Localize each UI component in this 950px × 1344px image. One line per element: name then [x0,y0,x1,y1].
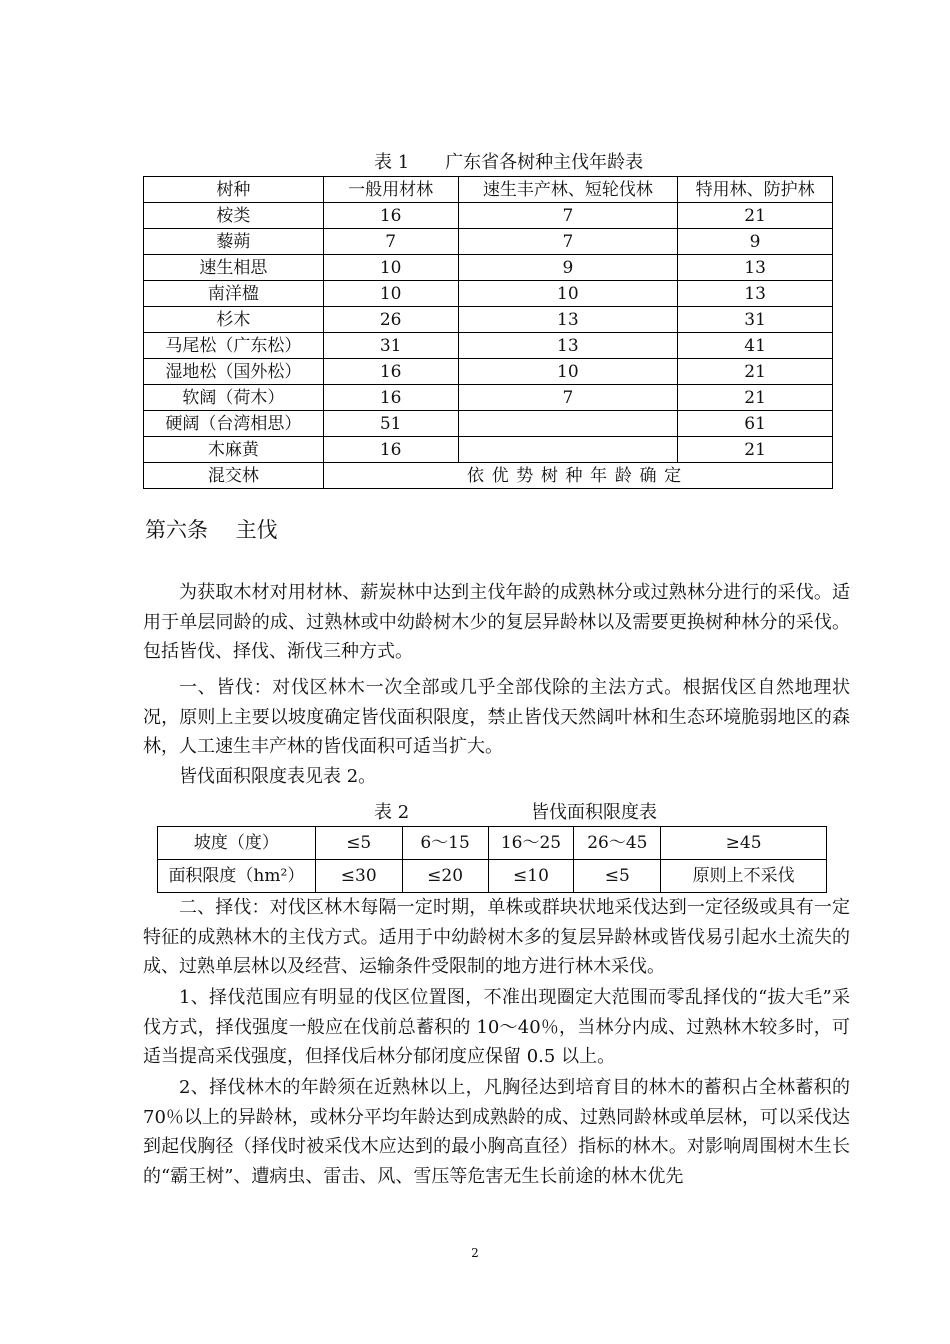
table-cell [458,437,678,463]
table-cell: 61 [678,411,833,437]
paragraph: 2、择伐林木的年龄须在近熟林以上，凡胸径达到培育目的林木的蓄积占全林蓄积的 70％以上的异龄林，或林分平均年龄达到成熟龄的成、过熟同龄林或单层林，可以采伐达到起伐胸径（择伐时被采伐木应达到的最小胸高直径）指标的林木。对影响周围树木生长的“霸王树”、遭病虫、雷击、风、雪压等危害无生长前途的林木优先 [143,1077,850,1187]
table-row [144,333,833,359]
table-cell: 51 [323,411,458,437]
table-cell: 7 [458,203,678,229]
paragraph: 一、皆伐：对伐区林木一次全部或几乎全部伐除的主法方式。根据伐区自然地理状况，原则上主要以坡度确定皆伐面积限度，禁止皆伐天然阔叶林和生态环境脆弱地区的森林，人工速生丰产林的皆伐面积可适当扩大。 [143,677,850,757]
table-row [144,359,833,385]
table-cell: 桉类 [144,203,324,229]
paragraph: 皆伐面积限度表见表 2。 [179,766,377,787]
table-row [144,437,833,463]
table-cell: 16 [323,203,458,229]
table-cell: 9 [678,229,833,255]
table-cell: 10 [323,281,458,307]
table-cell: 马尾松（广东松） [144,333,324,359]
table-cell: ≤5 [315,827,402,860]
table-cell: ≤30 [315,860,402,893]
table-cell-merged: 依优势树种年龄确定 [323,463,832,489]
table-cell: 软阔（荷木） [144,385,324,411]
table1-header-cell: 树种 [144,177,324,203]
paragraph: 二、择伐：对伐区林木每隔一定时期，单株或群块状地采伐达到一定径级或具有一定特征的成熟林木的主伐方式。适用于中幼龄树木多的复层异龄林或皆伐易引起水土流失的成、过熟单层林以及经营、运输条件受限制的地方进行林木采伐。 [143,897,850,977]
table2-caption-label: 表 2 [374,802,410,823]
table2-caption-title: 皆伐面积限度表 [531,802,657,823]
table-cell: 21 [678,359,833,385]
table-cell: 10 [323,255,458,281]
table-cell: 21 [678,385,833,411]
table-cell: 藜蒴 [144,229,324,255]
table-cell: 26～45 [574,827,661,860]
table-cell: 7 [458,385,678,411]
table1-header-row [144,177,833,203]
paragraph: 1、择伐范围应有明显的伐区位置图，不准出现圈定大范围而零乱择伐的“拔大毛”采伐方式，择伐强度一般应在伐前总蓄积的 10～40％，当林分内成、过熟林木较多时，可适当提高采伐强度，但择伐后林分郁闭度应保留 0.5 以上。 [143,987,850,1067]
table2 [157,826,827,893]
table-cell: 16 [323,437,458,463]
table-cell: ≤10 [488,860,574,893]
table-row [144,411,833,437]
table-cell: 10 [458,359,678,385]
section-title: 第六条 主伐 [145,518,278,542]
table-row-mixed [144,463,833,489]
table-cell: 13 [458,307,678,333]
table-row [144,203,833,229]
table1-caption: 表 1 广东省各树种主伐年龄表 [374,152,644,173]
table-row [144,307,833,333]
table-cell: 7 [323,229,458,255]
table-cell: 13 [678,281,833,307]
table-row [158,860,827,893]
table1-header-cell: 特用林、防护林 [678,177,833,203]
table-cell: ≥45 [661,827,827,860]
table-cell: 速生相思 [144,255,324,281]
table-cell: 6～15 [402,827,488,860]
table-cell: 31 [323,333,458,359]
table-cell: 31 [678,307,833,333]
table-cell: 16 [323,385,458,411]
table-cell: 21 [678,437,833,463]
table-cell: 杉木 [144,307,324,333]
table-cell: 木麻黄 [144,437,324,463]
table-cell: 13 [678,255,833,281]
table-cell: 16 [323,359,458,385]
paragraph: 为获取木材对用材林、薪炭林中达到主伐年龄的成熟林分或过熟林分进行的采伐。适用于单层同龄的成、过熟林或中幼龄树木少的复层异龄林以及需要更换树种林分的采伐。包括皆伐、择伐、渐伐三种方式。 [143,582,850,662]
table-cell [458,411,678,437]
table1 [143,176,833,489]
table-cell: ≤5 [574,860,661,893]
table-cell: 南洋楹 [144,281,324,307]
table-row [144,255,833,281]
table-cell: 面积限度（hm²） [158,860,316,893]
table-cell: 26 [323,307,458,333]
table-row [144,281,833,307]
table-cell: 7 [458,229,678,255]
table-row [144,229,833,255]
table-cell: 混交林 [144,463,324,489]
table-row [144,385,833,411]
table-cell: 硬阔（台湾相思） [144,411,324,437]
table-cell: 16～25 [488,827,574,860]
table-row [158,827,827,860]
table-cell: 9 [458,255,678,281]
table-cell: 13 [458,333,678,359]
page-number: 2 [471,1246,479,1260]
table-cell: 41 [678,333,833,359]
table1-header-cell: 速生丰产林、短轮伐林 [458,177,678,203]
table-cell: 坡度（度） [158,827,316,860]
table-cell: 湿地松（国外松） [144,359,324,385]
table-cell: 10 [458,281,678,307]
table1-header-cell: 一般用材林 [323,177,458,203]
table-cell: 21 [678,203,833,229]
table-cell: 原则上不采伐 [661,860,827,893]
table-cell: ≤20 [402,860,488,893]
